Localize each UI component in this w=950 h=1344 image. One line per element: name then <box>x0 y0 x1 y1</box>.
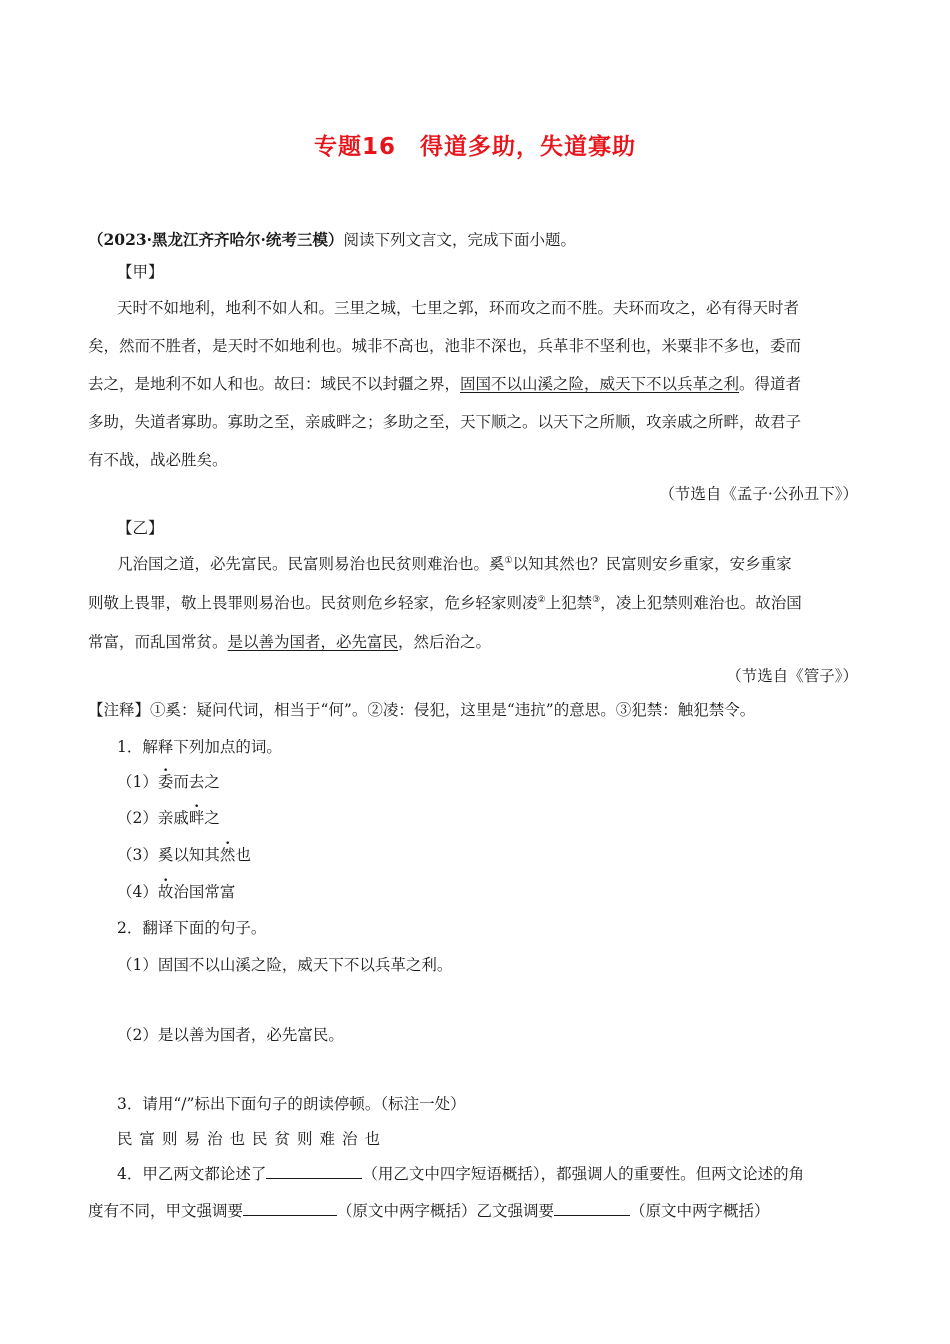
jia-line-5: 有不战，战必胜矣。 <box>88 451 228 469</box>
q1-item-3-pre: （3）奚以知其 <box>117 846 220 864</box>
q1-item-2 <box>117 808 220 828</box>
yi-line-3 <box>88 632 491 652</box>
dotted-word: 畔 <box>188 809 205 827</box>
jia-line-3-b: 。得道者 <box>739 375 802 393</box>
q4-line-1 <box>117 1164 804 1184</box>
question-intro <box>88 230 576 250</box>
answer-blank-3[interactable] <box>554 1201 630 1216</box>
jia-underlined-sentence: 固国不以山溪之险，威天下不以兵革之利 <box>460 375 740 393</box>
exam-source: （2023·黑龙江齐齐哈尔·统考三模） <box>88 230 344 249</box>
q3-sentence: 民富则易治也民贫则难治也 <box>117 1130 388 1148</box>
q1-item-4-post: 治国常富 <box>173 883 236 901</box>
q1-item-2-pre: （2）亲戚 <box>117 809 189 827</box>
note-ref-3: ③ <box>592 594 601 605</box>
jia-label: 【甲】 <box>117 263 164 281</box>
q1-item-2-post: 之 <box>204 809 220 827</box>
q2-item-1: （1）固国不以山溪之险，威天下不以兵革之利。 <box>117 956 453 974</box>
jia-line-3-a: 去之，是地利不如人和也。故曰：域民不以封疆之界， <box>88 375 461 393</box>
q4-line-2-a: 度有不同，甲文强调要 <box>88 1202 244 1220</box>
q2-stem: 2．翻译下面的句子。 <box>117 919 267 937</box>
intro-instruction: 阅读下列文言文，完成下面小题。 <box>343 231 576 249</box>
jia-line-4: 多助，失道者寡助。寡助之至，亲戚畔之；多助之至，天下顺之。以天下之所顺，攻亲戚之所畔，故君子 <box>88 413 802 431</box>
q1-item-3-post: 也 <box>235 846 251 864</box>
q2-item-2: （2）是以善为国者，必先富民。 <box>117 1026 344 1044</box>
q1-item-4 <box>117 882 235 902</box>
q4-line-2-c: （原文中两字概括） <box>630 1202 770 1220</box>
yi-line-3-a: 常富，而乱国常贫。 <box>88 633 228 651</box>
yi-line-1-a: 凡治国之道，必先富民。民富则易治也民贫则难治也。奚 <box>117 555 505 573</box>
dotted-word: 故 <box>157 883 174 901</box>
page-title: 专题16 得道多助，失道寡助 <box>313 134 636 160</box>
annotations: 【注释】①奚：疑问代词，相当于“何”。②凌：侵犯，这里是“违抗”的意思。③犯禁：触犯禁令。 <box>88 701 756 719</box>
note-ref-2: ② <box>537 594 546 605</box>
answer-blank-2[interactable] <box>243 1201 337 1216</box>
yi-line-3-b: ，然后治之。 <box>398 633 492 651</box>
jia-source: （节选自《孟子·公孙丑下》） <box>659 485 858 503</box>
q3-stem: 3．请用“/”标出下面句子的朗读停顿。（标注一处） <box>117 1095 466 1113</box>
yi-line-1 <box>117 554 792 574</box>
q4-line-2 <box>88 1201 770 1221</box>
yi-label: 【乙】 <box>117 519 164 537</box>
yi-line-2-b: 上犯禁 <box>545 594 593 612</box>
q1-item-3 <box>117 845 251 865</box>
jia-line-1: 天时不如地利，地利不如人和。三里之城，七里之郭，环而攻之而不胜。夫环而攻之，必有得天时者 <box>117 299 800 317</box>
yi-underlined-sentence: 是以善为国者，必先富民 <box>227 633 399 651</box>
q1-item-1-post: 而去之 <box>173 773 220 791</box>
yi-line-2-c: ，凌上犯禁则难治也。故治国 <box>600 594 802 612</box>
dotted-word: 然 <box>219 846 236 864</box>
q4-line-1-b: （用乙文中四字短语概括），都强调人的重要性。但两文论述的角 <box>362 1165 805 1183</box>
yi-line-2 <box>88 593 802 613</box>
jia-line-3 <box>88 374 801 394</box>
note-ref-1: ① <box>504 555 513 566</box>
yi-line-2-a: 则敬上畏罪，敬上畏罪则易治也。民贫则危乡轻家，危乡轻家则凌 <box>88 594 538 612</box>
q1-item-4-pre: （4） <box>117 883 158 901</box>
answer-blank-1[interactable] <box>266 1164 362 1179</box>
q4-line-1-a: 4．甲乙两文都论述了 <box>117 1165 267 1183</box>
q4-line-2-b: （原文中两字概括）乙文强调要 <box>337 1202 555 1220</box>
yi-line-1-b: 以知其然也？民富则安乡重家，安乡重家 <box>512 555 792 573</box>
q1-item-1-pre: （1） <box>117 773 158 791</box>
q1-stem: 1．解释下列加点的词。 <box>117 738 282 756</box>
jia-line-2: 矣，然而不胜者，是天时不如地利也。城非不高也，池非不深也，兵革非不坚利也，米粟非不多也，委而 <box>88 337 802 355</box>
q1-item-1 <box>117 772 220 792</box>
dotted-word: 委 <box>157 773 174 791</box>
yi-source: （节选自《管子》） <box>726 667 858 685</box>
